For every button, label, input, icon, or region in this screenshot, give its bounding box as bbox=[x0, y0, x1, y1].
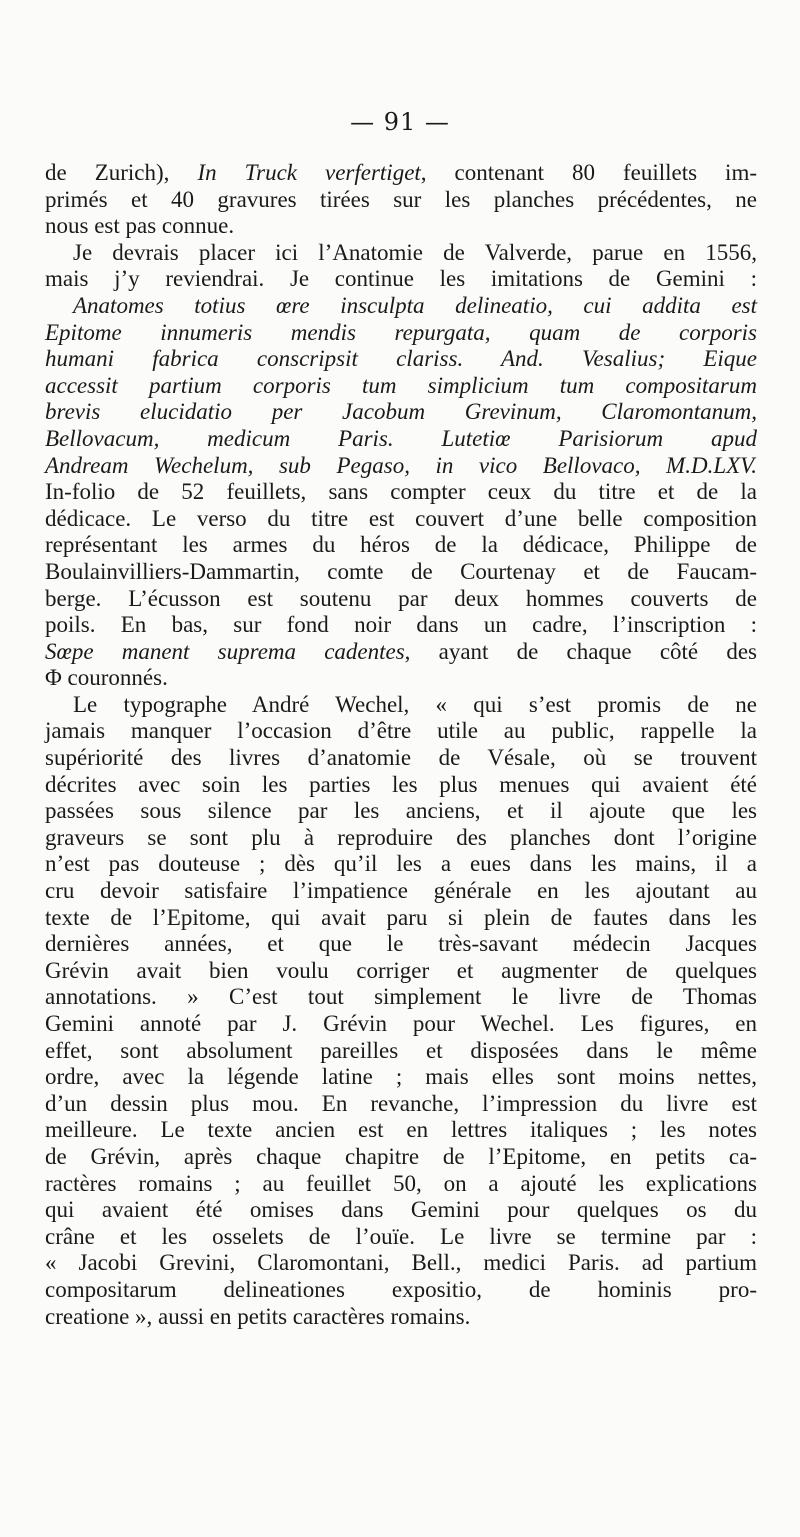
text-line bbox=[45, 399, 757, 426]
text-line bbox=[45, 639, 757, 666]
text-span: jamais manquer l’occasion d’être utile au public, rappelle la bbox=[45, 718, 757, 744]
page-number: — 91 — bbox=[350, 108, 450, 136]
text-line bbox=[45, 1304, 757, 1331]
text-line bbox=[45, 506, 757, 533]
text-span: dédicace. Le verso du titre est couvert d’une belle composition bbox=[45, 505, 757, 531]
text-line bbox=[45, 931, 757, 958]
text-span: nous est pas connue. bbox=[45, 213, 235, 239]
text-line bbox=[45, 772, 757, 799]
text-line bbox=[45, 187, 757, 214]
text-span: Je devrais placer ici l’Anatomie de Valverde, parue en 1556, bbox=[73, 239, 757, 265]
text-line bbox=[45, 798, 757, 825]
text-line bbox=[45, 958, 757, 985]
text-span: n’est pas douteuse ; dès qu’il les a eues dans les mains, il a bbox=[45, 851, 757, 877]
text-span: crâne et les osselets de l’ouïe. Le livre se termine par : bbox=[45, 1223, 757, 1249]
text-line bbox=[45, 453, 757, 480]
text-span: supériorité des livres d’anatomie de Vésale, où se trouvent bbox=[45, 745, 757, 771]
italic-text: Andream Wechelum, sub Pegaso, in vico Bellovaco, M.D.LXV. bbox=[45, 452, 757, 478]
text-line bbox=[45, 1171, 757, 1198]
text-span: , ayant de chaque côté des bbox=[404, 638, 757, 664]
body-text bbox=[45, 160, 757, 1330]
text-line bbox=[45, 320, 757, 347]
text-span: Gemini annoté par J. Grévin pour Wechel. Les figures, en bbox=[45, 1011, 757, 1036]
text-span: ractères romains ; au feuillet 50, on a ajouté les explications bbox=[45, 1170, 757, 1196]
text-line bbox=[45, 878, 757, 905]
text-line bbox=[45, 851, 757, 878]
text-span: décrites avec soin les parties les plus menues qui avaient été bbox=[45, 771, 757, 797]
text-line bbox=[45, 825, 757, 852]
italic-text: Sœpe manent suprema cadentes bbox=[45, 638, 405, 664]
text-line bbox=[45, 745, 757, 772]
italic-text: brevis elucidatio per Jacobum Grevinum, Claromontanum, bbox=[45, 399, 757, 425]
text-line bbox=[45, 160, 757, 187]
text-line bbox=[45, 718, 757, 745]
italic-text: Epitome innumeris mendis repurgata, quam de corporis bbox=[45, 319, 757, 345]
text-line bbox=[45, 905, 757, 932]
text-span: berge. L’écusson est soutenu par deux hommes couverts de bbox=[45, 585, 757, 611]
text-span: graveurs se sont plu à reproduire des planches dont l’origine bbox=[45, 824, 757, 850]
text-span: Grévin avait bien voulu corriger et augmenter de quelques bbox=[45, 957, 757, 983]
text-span: cru devoir satisfaire l’impatience générale en les ajoutant au bbox=[45, 878, 757, 904]
italic-text: humani fabrica conscripsit clariss. And. Vesalius; Eique bbox=[45, 346, 757, 372]
text-line bbox=[45, 1277, 757, 1304]
text-span: passées sous silence par les anciens, et il ajoute que les bbox=[45, 798, 757, 824]
text-line bbox=[45, 612, 757, 639]
text-span: Le typographe André Wechel, « qui s’est promis de ne bbox=[73, 691, 757, 717]
text-line bbox=[45, 1250, 757, 1277]
text-line bbox=[45, 346, 757, 373]
text-span: ordre, avec la légende latine ; mais elles sont moins nettes, bbox=[45, 1064, 757, 1090]
text-line bbox=[45, 213, 757, 240]
text-span: Φ couronnés. bbox=[45, 665, 168, 691]
text-line bbox=[45, 1038, 757, 1065]
text-line bbox=[45, 1011, 757, 1038]
text-line bbox=[45, 479, 757, 506]
text-line bbox=[45, 984, 757, 1011]
italic-text: In Truck verfertiget bbox=[197, 160, 421, 185]
text-span: d’un dessin plus mou. En revanche, l’impression du livre est bbox=[45, 1090, 757, 1116]
text-line bbox=[45, 692, 757, 719]
text-span: poils. En bas, sur fond noir dans un cadre, l’inscription : bbox=[45, 612, 757, 638]
text-span: creatione », aussi en petits caractères romains. bbox=[45, 1303, 471, 1329]
text-span: effet, sont absolument pareilles et disposées dans le même bbox=[45, 1037, 757, 1063]
text-span: compositarum delineationes expositio, de hominis pro- bbox=[45, 1276, 757, 1302]
text-line bbox=[45, 293, 757, 320]
text-span: de Zurich), bbox=[45, 160, 198, 185]
text-line bbox=[45, 240, 757, 267]
text-line bbox=[45, 1197, 757, 1224]
text-span: meilleure. Le texte ancien est en lettres italiques ; les notes bbox=[45, 1117, 757, 1143]
text-span: représentant les armes du héros de la dédicace, Philippe de bbox=[45, 532, 757, 558]
text-span: , contenant 80 feuillets im- bbox=[420, 160, 757, 185]
text-line bbox=[45, 665, 757, 692]
text-span: de Grévin, après chaque chapitre de l’Epitome, en petits ca- bbox=[45, 1143, 757, 1169]
text-line bbox=[45, 1064, 757, 1091]
text-span: texte de l’Epitome, qui avait paru si plein de fautes dans les bbox=[45, 904, 757, 930]
text-span: « Jacobi Grevini, Claromontani, Bell., medici Paris. ad partium bbox=[45, 1250, 757, 1276]
text-span: primés et 40 gravures tirées sur les planches précédentes, ne bbox=[45, 186, 757, 212]
text-line bbox=[45, 1144, 757, 1171]
text-span: Boulainvilliers-Dammartin, comte de Courtenay et de Faucam- bbox=[45, 558, 757, 584]
text-span: In-folio de 52 feuillets, sans compter ceux du titre et de la bbox=[45, 479, 757, 505]
text-span: qui avaient été omises dans Gemini pour quelques os du bbox=[45, 1197, 757, 1223]
text-line bbox=[45, 266, 757, 293]
text-span: mais j’y reviendrai. Je continue les imitations de Gemini : bbox=[45, 266, 757, 292]
italic-text: Bellovacum, medicum Paris. Lutetiœ Parisiorum apud bbox=[45, 425, 757, 451]
text-line bbox=[45, 532, 757, 559]
text-line bbox=[45, 1117, 757, 1144]
text-line bbox=[45, 586, 757, 613]
text-line bbox=[45, 1224, 757, 1251]
text-line bbox=[45, 1091, 757, 1118]
italic-text: accessit partium corporis tum simplicium tum compositarum bbox=[45, 372, 757, 398]
text-line bbox=[45, 426, 757, 453]
text-span: dernières années, et que le très-savant médecin Jacques bbox=[45, 931, 757, 957]
text-line bbox=[45, 373, 757, 400]
text-span: annotations. » C’est tout simplement le livre de Thomas bbox=[45, 984, 757, 1010]
text-line bbox=[45, 559, 757, 586]
italic-text: Anatomes totius œre insculpta delineatio, cui addita est bbox=[73, 292, 757, 318]
